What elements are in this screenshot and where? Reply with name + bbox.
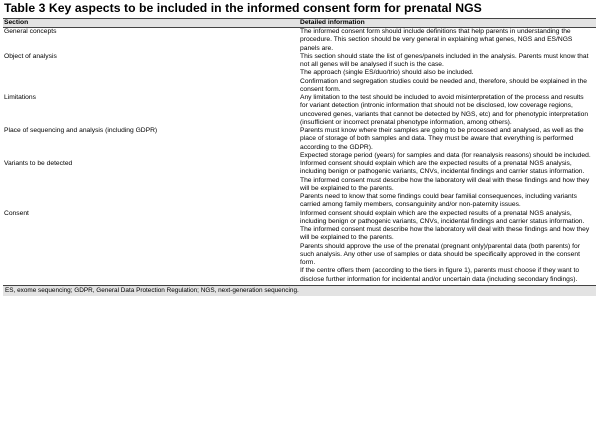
row-info [300,210,596,284]
row-section-variants-to-be-detected: Variants to be detected [4,160,73,167]
info-paragraph: The informed consent form should include definitions that help parents in understanding the procedure. This section should be very general in explaining what genes, NGS and ES/NGS panels are. [300,28,573,52]
table-row [3,94,596,127]
header-detailed-information: Detailed information [300,19,365,26]
table-header [3,18,596,28]
row-info [300,127,596,160]
table-title: Table 3 Key aspects to be included in the informed consent form for prenatal NGS [4,1,482,15]
info-paragraph: Parents must know where their samples are going to be processed and analysed, as well as the place of storage of both samples and data. They must be aware that everything is performed according to the GDPR). [300,127,584,151]
table-footnote: ES, exome sequencing; GDPR, General Data Protection Regulation; NGS, next-generation sequencing. [3,285,596,296]
table-row [3,28,596,53]
row-section-limitations: Limitations [4,94,36,101]
consent-table [3,18,596,296]
header-section: Section [4,19,29,26]
row-section-object-of-analysis: Object of analysis [4,52,57,60]
info-paragraph: Parents should approve the use of the prenatal (pregnant only)/parental data (both parents) for such analysis. Any other use of samples or data should be specifically approved in the consent form. [300,242,580,266]
info-paragraph: Informed consent should explain which are the expected results of a prenatal NGS analysis, including benign or pathogenic variants, CNVs, incidental findings and carrier status information. The informed consent must describe how the laboratory will deal with these findings and how they will be explained to the parents. [300,160,590,192]
table-row [3,53,596,94]
info-paragraph: This section should state the list of genes/panels included in the analysis. Parents must know that not all genes will be analysed if such is the case. [300,52,589,68]
table-row [3,210,596,284]
info-paragraph: Expected storage period (years) for samples and data (for reanalysis reasons) should be included. [300,151,591,159]
row-info [300,53,596,94]
info-paragraph: If the centre offers them (according to the tiers in figure 1), parents must choose if they want to disclose further information for incidental and/or uncertain data (including secondary findings). [300,267,580,283]
row-info [300,94,596,127]
info-paragraph: The approach (single ES/duo/trio) should also be included. [300,69,474,77]
table-row [3,160,596,210]
row-section-place-of-sequencing: Place of sequencing and analysis (including GDPR) [4,127,158,134]
row-section-consent: Consent [4,209,29,217]
info-paragraph: Any limitation to the test should be included to avoid misinterpretation of the process and results for variant detection (intronic information that should not be disclosed, low coverage regions, uncovered genes, variants that cannot be detected by NGS, etc) and for phenotypic interpretation (insufficient or incorrect prenatal phenotype information, among others). [300,94,589,126]
info-paragraph: Parents need to know that some findings could bear familial consequences, including variants carried among family members, consanguinity and/or non-paternity issues. [300,193,577,209]
row-info [300,28,596,53]
row-info [300,160,596,210]
table-row [3,127,596,160]
info-paragraph: Confirmation and segregation studies could be needed and, therefore, should be explained in the consent form. [300,77,588,93]
info-paragraph: Informed consent should explain which are the expected results of a prenatal NGS analysis, including benign or pathogenic variants, CNVs, incidental findings and carrier status information. The informed consent must describe how the laboratory will deal with these findings and how they will be explained to the parents. [300,209,590,242]
row-section-general-concepts: General concepts [4,28,57,35]
